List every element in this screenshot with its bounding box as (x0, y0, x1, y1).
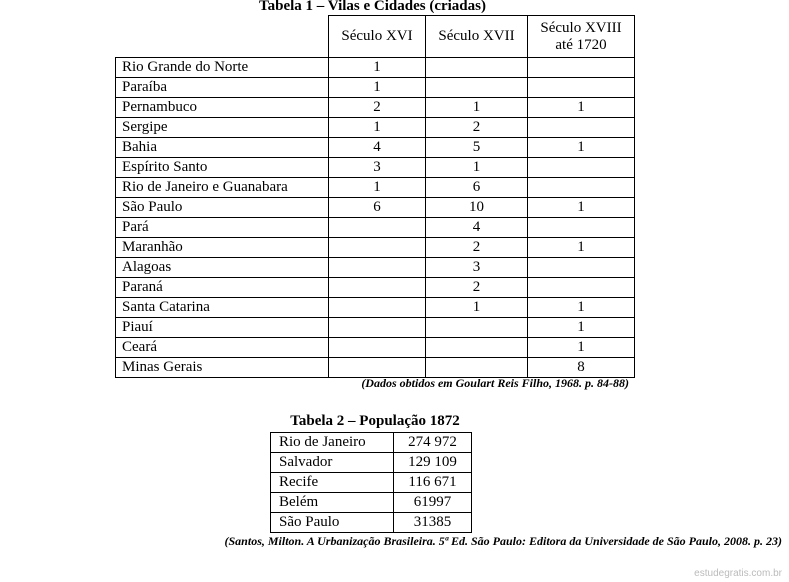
table1-row (116, 198, 635, 218)
table2-cell-city: Belém (271, 493, 394, 513)
table1-cell-seculo-xvi (329, 238, 426, 258)
table1-row (116, 178, 635, 198)
table1-vilas-cidades (115, 15, 635, 378)
table1-cell-seculo-xviii (528, 258, 635, 278)
table1-cell-state: Ceará (116, 338, 329, 358)
table1-row (116, 358, 635, 378)
table2-cell-city: Recife (271, 473, 394, 493)
table2-cell-city: São Paulo (271, 513, 394, 533)
table1-cell-seculo-xviii: 1 (528, 98, 635, 118)
table1-cell-seculo-xvi: 4 (329, 138, 426, 158)
table1-cell-seculo-xvii (426, 58, 528, 78)
table2-populacao (270, 432, 472, 533)
table2-cell-population: 129 109 (394, 453, 472, 473)
table1-title: Tabela 1 – Vilas e Cidades (criadas) (259, 0, 486, 14)
table1-cell-seculo-xvi: 1 (329, 118, 426, 138)
table1-cell-seculo-xvi: 6 (329, 198, 426, 218)
table2-row (271, 513, 472, 533)
table1-header-seculo-xviii: Século XVIII até 1720 (528, 16, 635, 58)
table1-cell-seculo-xviii: 1 (528, 238, 635, 258)
table1-cell-seculo-xvi (329, 358, 426, 378)
table1-row (116, 298, 635, 318)
table1-cell-state: Maranhão (116, 238, 329, 258)
table1-cell-state: Alagoas (116, 258, 329, 278)
table1-cell-state: Bahia (116, 138, 329, 158)
table1-cell-state: Pará (116, 218, 329, 238)
table1-row (116, 98, 635, 118)
table1-cell-seculo-xvii: 3 (426, 258, 528, 278)
table1-cell-state: Paraíba (116, 78, 329, 98)
table1-cell-state: Piauí (116, 318, 329, 338)
table1-cell-seculo-xvii: 4 (426, 218, 528, 238)
table1-cell-seculo-xvi: 1 (329, 78, 426, 98)
table1-cell-seculo-xvii: 6 (426, 178, 528, 198)
table1-cell-seculo-xvi: 1 (329, 58, 426, 78)
table1-cell-seculo-xviii (528, 58, 635, 78)
table1-cell-seculo-xvi (329, 218, 426, 238)
table1-cell-seculo-xvi (329, 338, 426, 358)
table1-cell-seculo-xviii (528, 278, 635, 298)
table1-cell-seculo-xvii: 2 (426, 118, 528, 138)
table1-cell-seculo-xviii: 1 (528, 318, 635, 338)
table1-row (116, 218, 635, 238)
table1-cell-seculo-xvii (426, 78, 528, 98)
table1-cell-seculo-xvi (329, 258, 426, 278)
table1-cell-seculo-xvi (329, 278, 426, 298)
table1-header-row (116, 16, 635, 58)
table1-cell-seculo-xviii (528, 78, 635, 98)
table1-cell-seculo-xvii: 1 (426, 158, 528, 178)
table1-cell-seculo-xvi (329, 318, 426, 338)
table1-row (116, 158, 635, 178)
table2-cell-population: 61997 (394, 493, 472, 513)
table1-row (116, 338, 635, 358)
table1-cell-seculo-xvi (329, 298, 426, 318)
table1-cell-state: Rio Grande do Norte (116, 58, 329, 78)
table1-header-seculo-xvii: Século XVII (426, 16, 528, 58)
table1-cell-seculo-xvii (426, 338, 528, 358)
table1-row (116, 58, 635, 78)
table1-cell-seculo-xviii: 8 (528, 358, 635, 378)
table1-cell-seculo-xvii (426, 318, 528, 338)
table1-header-seculo-xvi: Século XVI (329, 16, 426, 58)
table1-body (116, 58, 635, 378)
table1-source: (Dados obtidos em Goulart Reis Filho, 1968. p. 84-88) (361, 376, 629, 390)
table1-cell-seculo-xvii: 1 (426, 98, 528, 118)
table1-cell-seculo-xvii: 5 (426, 138, 528, 158)
table1-cell-state: Santa Catarina (116, 298, 329, 318)
table1-cell-seculo-xviii (528, 178, 635, 198)
table1-cell-seculo-xvii (426, 358, 528, 378)
table1-cell-seculo-xviii: 1 (528, 138, 635, 158)
table1-cell-seculo-xvii: 10 (426, 198, 528, 218)
table1-row (116, 238, 635, 258)
table2-source: (Santos, Milton. A Urbanização Brasileira. 5ª Ed. São Paulo: Editora da Universidade de São Paulo, 2008. p. 23) (224, 534, 782, 548)
table1-cell-state: Sergipe (116, 118, 329, 138)
table1-cell-state: São Paulo (116, 198, 329, 218)
table1-row (116, 278, 635, 298)
table1-row (116, 318, 635, 338)
table1-header-blank (116, 16, 329, 58)
table1-cell-seculo-xviii (528, 118, 635, 138)
table1-cell-state: Espírito Santo (116, 158, 329, 178)
table1-cell-seculo-xviii (528, 158, 635, 178)
table1-row (116, 138, 635, 158)
table1-cell-seculo-xvi: 3 (329, 158, 426, 178)
table2-cell-population: 116 671 (394, 473, 472, 493)
table1-cell-seculo-xvii: 1 (426, 298, 528, 318)
table2-cell-population: 31385 (394, 513, 472, 533)
table2-row (271, 453, 472, 473)
table2-row (271, 433, 472, 453)
table2-title: Tabela 2 – População 1872 (290, 413, 460, 429)
table2-cell-city: Salvador (271, 453, 394, 473)
table2-row (271, 493, 472, 513)
table1-cell-state: Paraná (116, 278, 329, 298)
table2-cell-population: 274 972 (394, 433, 472, 453)
table1-cell-seculo-xviii: 1 (528, 338, 635, 358)
table1-cell-state: Pernambuco (116, 98, 329, 118)
table2-body (271, 433, 472, 533)
table1-row (116, 258, 635, 278)
table1-cell-seculo-xviii (528, 218, 635, 238)
table2-cell-city: Rio de Janeiro (271, 433, 394, 453)
table1-cell-seculo-xvii: 2 (426, 278, 528, 298)
table1-cell-seculo-xviii: 1 (528, 198, 635, 218)
table1-cell-seculo-xvii: 2 (426, 238, 528, 258)
table1-cell-seculo-xvi: 2 (329, 98, 426, 118)
table1-cell-state: Rio de Janeiro e Guanabara (116, 178, 329, 198)
table1-cell-state: Minas Gerais (116, 358, 329, 378)
table1-row (116, 78, 635, 98)
table1-row (116, 118, 635, 138)
table1-cell-seculo-xviii: 1 (528, 298, 635, 318)
table2-row (271, 473, 472, 493)
table1-cell-seculo-xvi: 1 (329, 178, 426, 198)
watermark-text: estudegratis.com.br (694, 568, 782, 579)
